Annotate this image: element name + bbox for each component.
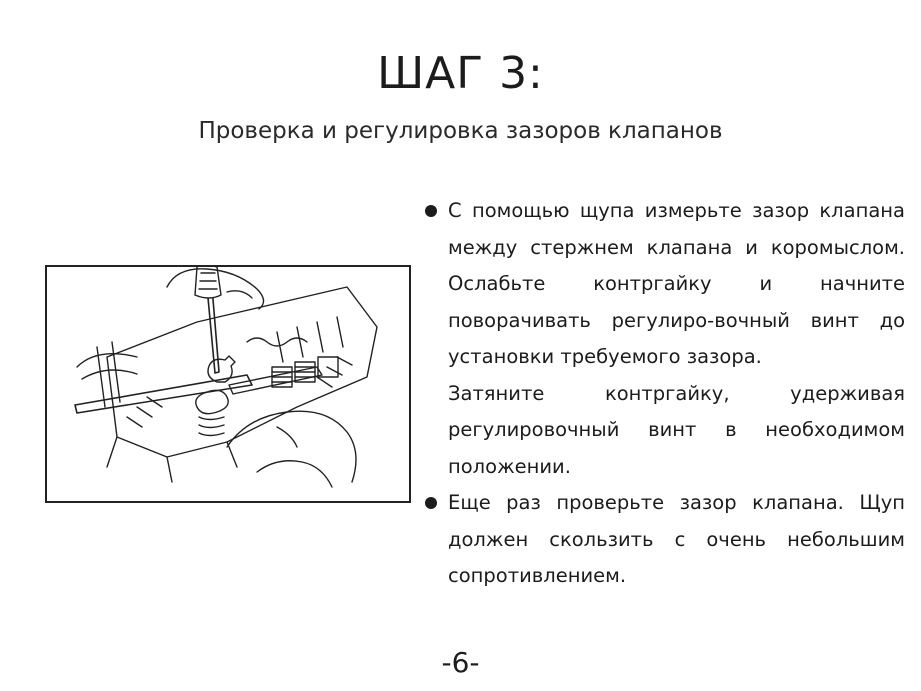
instructions-list xyxy=(425,193,905,595)
instruction-text: С помощью щупа измерьте зазор клапана между стержнем клапана и коромыслом. Ослабьте контргайку и начните поворачивать регулиро-вочный винт до установки требуемого зазора. xyxy=(448,199,905,368)
step-subtitle: Проверка и регулировка зазоров клапанов xyxy=(198,118,723,144)
step-title: ШАГ 3: xyxy=(377,48,544,99)
instruction-item xyxy=(425,485,905,595)
valve-adjustment-illustration xyxy=(45,265,411,503)
page-number: -6- xyxy=(441,646,480,679)
instruction-item xyxy=(425,193,905,485)
bullet-icon xyxy=(425,497,437,509)
instruction-text: Еще раз проверьте зазор клапана. Щуп должен скользить с очень небольшим сопротивлением. xyxy=(448,491,905,587)
instruction-text: Затяните контргайку, удерживая регулировочный винт в необходимом положении. xyxy=(448,381,905,478)
engine-valve-drawing xyxy=(47,267,409,501)
bullet-icon xyxy=(425,205,437,217)
